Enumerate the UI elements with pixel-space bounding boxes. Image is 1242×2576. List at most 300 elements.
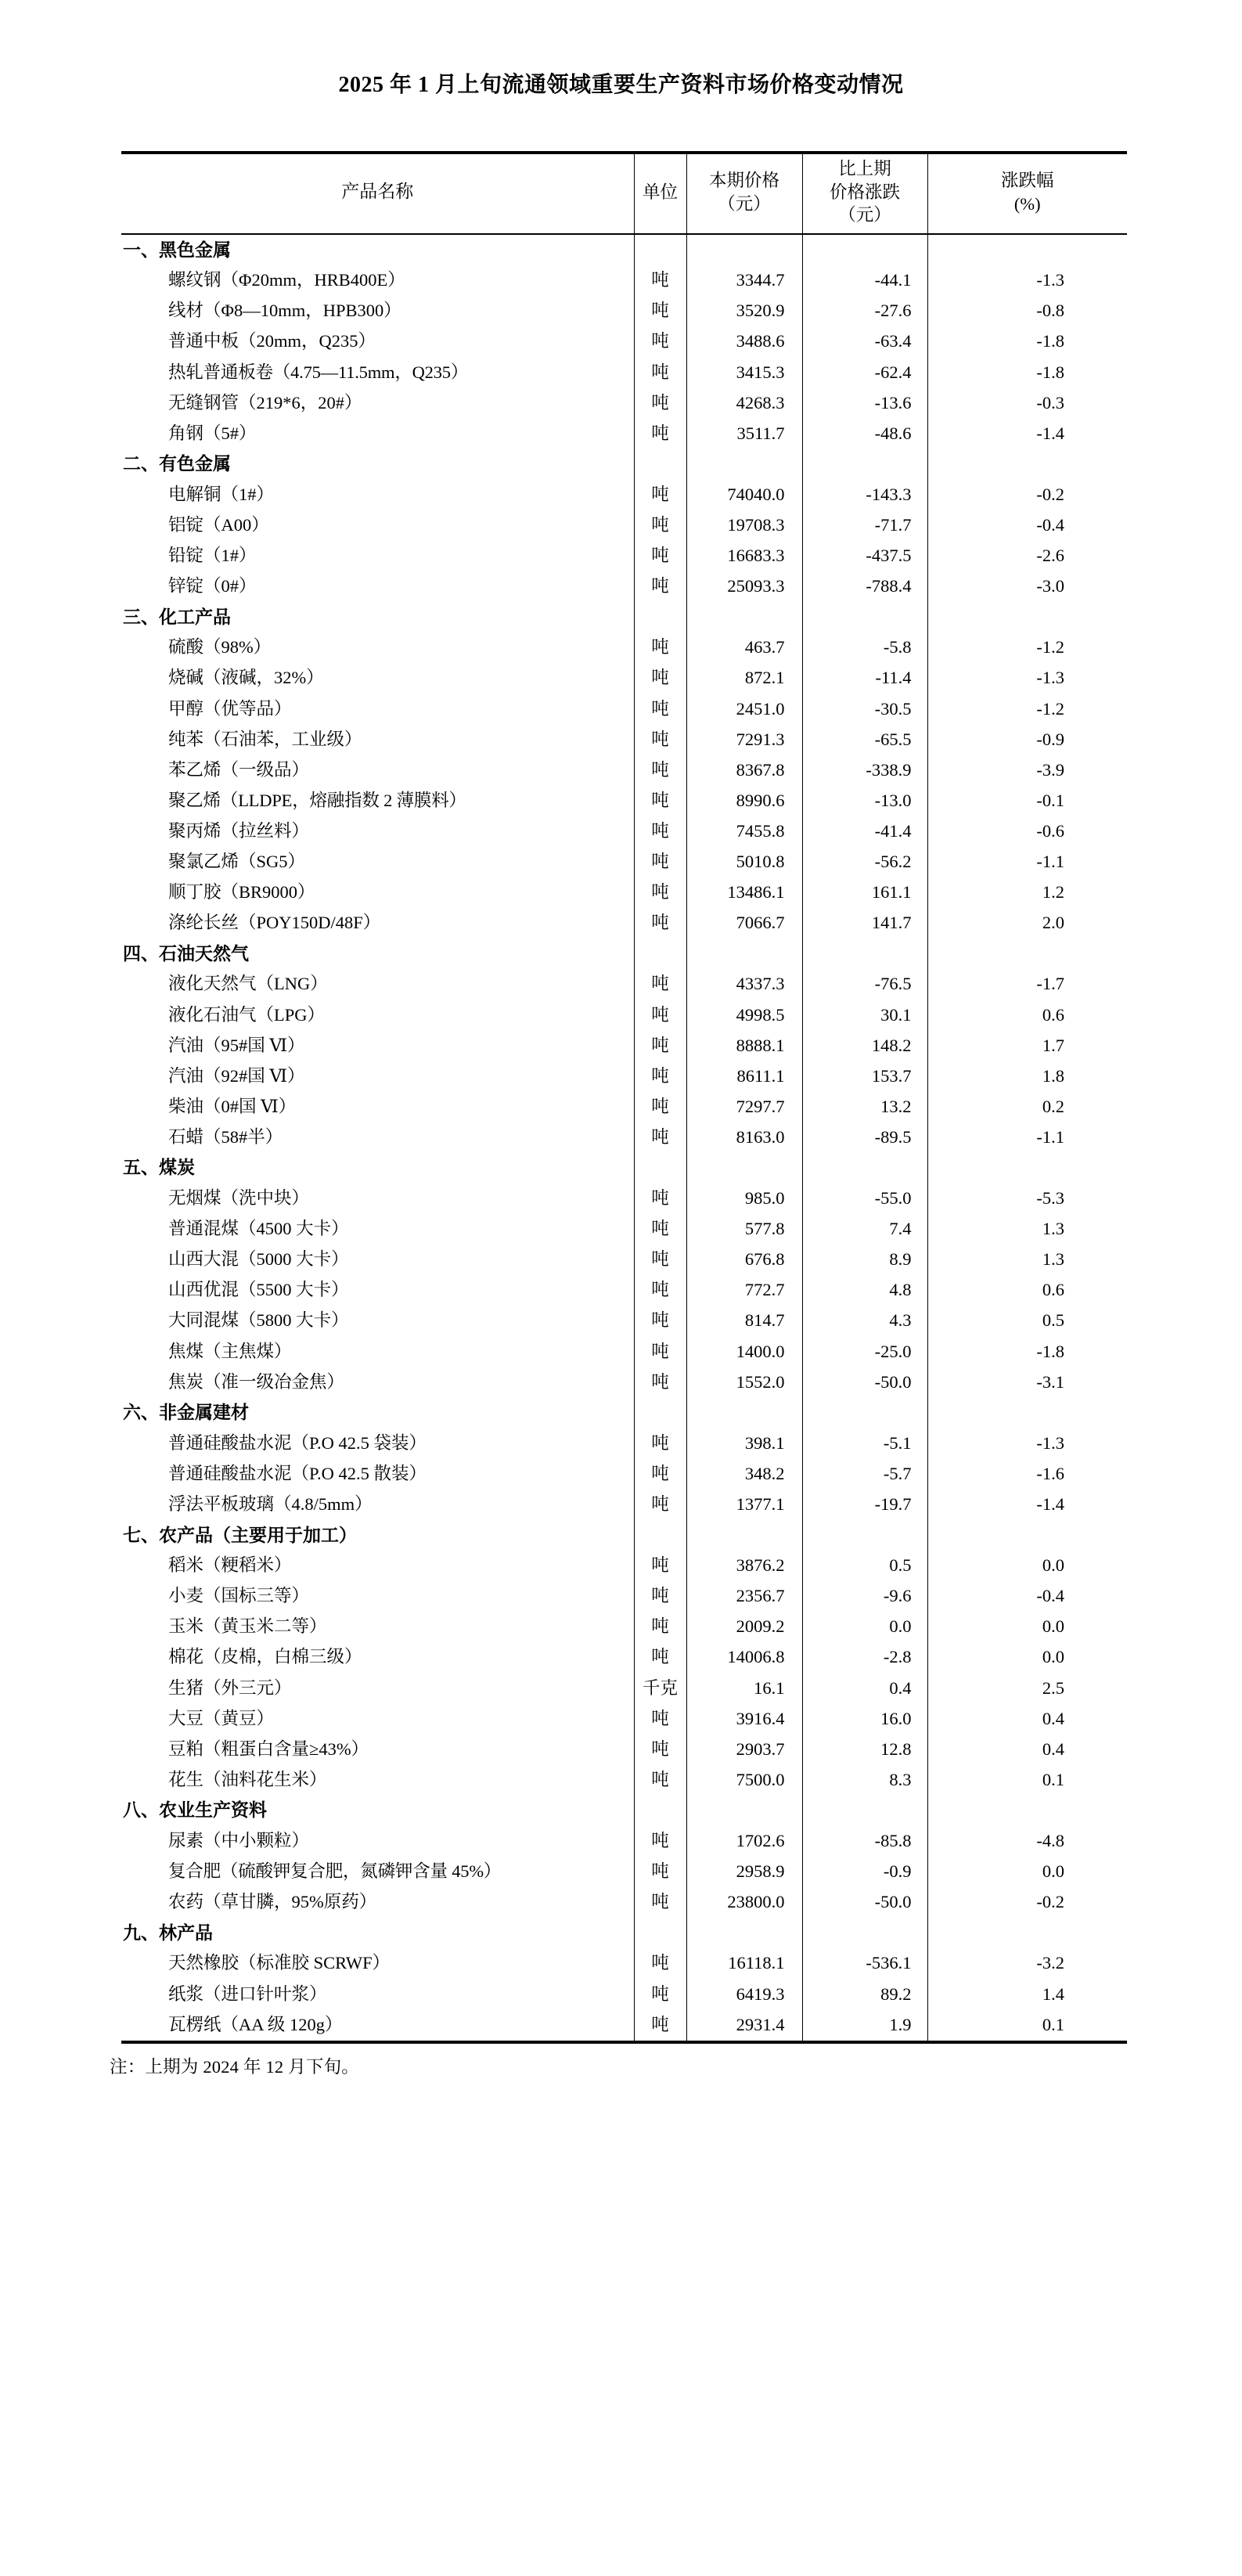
table-row xyxy=(121,387,1127,418)
current-price-cell: 8611.1 xyxy=(686,1061,802,1092)
product-name: 石蜡（58#半） xyxy=(168,1126,283,1147)
product-name: 花生（油料花生米） xyxy=(168,1769,327,1789)
unit-cell: 吨 xyxy=(634,725,686,755)
product-name-cell xyxy=(121,1612,634,1642)
table-row xyxy=(121,725,1127,755)
product-name: 无烟煤（洗中块） xyxy=(168,1188,310,1209)
product-name-cell xyxy=(121,663,634,694)
table-row xyxy=(121,1490,1127,1520)
pct-change-cell: -0.4 xyxy=(927,510,1127,541)
section-label-cell xyxy=(121,939,634,969)
section-empty-cell xyxy=(802,1520,927,1551)
price-change-cell: 13.2 xyxy=(802,1092,927,1122)
current-price-cell: 6419.3 xyxy=(686,1979,802,2009)
product-name-cell xyxy=(121,1306,634,1336)
current-price-cell: 2931.4 xyxy=(686,2009,802,2040)
table-row xyxy=(121,969,1127,1000)
unit-cell: 吨 xyxy=(634,1948,686,1979)
table-row xyxy=(121,908,1127,939)
column-header-unit-label: 单位 xyxy=(642,182,678,202)
table-body xyxy=(121,234,1127,2041)
unit-cell: 吨 xyxy=(634,908,686,939)
product-name: 线材（Φ8—10mm，HPB300） xyxy=(168,301,401,321)
price-change-cell: -437.5 xyxy=(802,541,927,571)
product-name: 汽油（95#国 Ⅵ） xyxy=(168,1035,305,1055)
price-table xyxy=(121,151,1127,2041)
price-change-cell: -5.1 xyxy=(802,1429,927,1459)
price-change-cell: -44.1 xyxy=(802,265,927,296)
product-name: 角钢（5#） xyxy=(168,423,257,443)
section-empty-cell xyxy=(802,939,927,969)
table-row xyxy=(121,1857,1127,1887)
section-empty-cell xyxy=(802,1398,927,1429)
pct-change-cell: 0.6 xyxy=(927,1275,1127,1306)
column-header-product-name-label: 产品名称 xyxy=(341,182,414,202)
section-empty-cell xyxy=(686,1520,802,1551)
pct-change-cell: -0.6 xyxy=(927,816,1127,847)
unit-cell: 吨 xyxy=(634,1429,686,1459)
table-row xyxy=(121,1367,1127,1397)
table-row xyxy=(121,1735,1127,1765)
section-empty-cell xyxy=(634,1153,686,1184)
current-price-cell: 4998.5 xyxy=(686,1000,802,1030)
product-name-cell xyxy=(121,357,634,387)
price-change-cell: -89.5 xyxy=(802,1122,927,1153)
product-name-cell xyxy=(121,1581,634,1612)
product-name: 尿素（中小颗粒） xyxy=(168,1831,310,1851)
pct-change-cell: -3.9 xyxy=(927,755,1127,786)
section-row xyxy=(121,1153,1127,1184)
table-row xyxy=(121,1275,1127,1306)
product-name: 豆粕（粗蛋白含量≥43%） xyxy=(168,1738,369,1759)
product-name-cell xyxy=(121,1704,634,1735)
price-change-cell: 148.2 xyxy=(802,1030,927,1061)
section-empty-cell xyxy=(634,449,686,480)
table-row xyxy=(121,1122,1127,1153)
product-name-cell xyxy=(121,2009,634,2040)
price-change-cell: -536.1 xyxy=(802,1948,927,1979)
section-empty-cell xyxy=(802,1796,927,1826)
unit-cell: 吨 xyxy=(634,1735,686,1765)
product-name: 无缝钢管（219*6，20#） xyxy=(168,392,362,413)
section-label-cell xyxy=(121,234,634,265)
price-change-cell: 153.7 xyxy=(802,1061,927,1092)
column-header-unit xyxy=(634,151,686,234)
price-change-cell: -63.4 xyxy=(802,326,927,357)
price-change-cell: -30.5 xyxy=(802,694,927,724)
pct-change-cell: -0.1 xyxy=(927,786,1127,816)
table-row xyxy=(121,632,1127,663)
column-header-current-price xyxy=(686,151,802,234)
unit-cell: 吨 xyxy=(634,1000,686,1030)
product-name-cell xyxy=(121,510,634,541)
product-name: 电解铜（1#） xyxy=(168,484,275,504)
product-name-cell xyxy=(121,265,634,296)
section-empty-cell xyxy=(802,602,927,632)
pct-change-cell: 0.4 xyxy=(927,1735,1127,1765)
price-change-cell: 4.3 xyxy=(802,1306,927,1336)
price-change-cell: 89.2 xyxy=(802,1979,927,2009)
product-name-cell xyxy=(121,419,634,449)
table-row xyxy=(121,1581,1127,1612)
table-row xyxy=(121,1642,1127,1673)
current-price-cell: 3511.7 xyxy=(686,419,802,449)
price-change-cell: -2.8 xyxy=(802,1642,927,1673)
unit-cell: 吨 xyxy=(634,1551,686,1581)
table-row xyxy=(121,877,1127,908)
section-row xyxy=(121,602,1127,632)
current-price-cell: 25093.3 xyxy=(686,571,802,602)
current-price-cell: 3520.9 xyxy=(686,296,802,326)
unit-cell: 吨 xyxy=(634,1612,686,1642)
column-header-pct-change xyxy=(927,151,1127,234)
product-name-cell xyxy=(121,1367,634,1397)
price-change-cell: -56.2 xyxy=(802,847,927,877)
unit-cell: 吨 xyxy=(634,1030,686,1061)
table-row xyxy=(121,357,1127,387)
pct-change-cell: -4.8 xyxy=(927,1826,1127,1857)
product-name: 山西大混（5000 大卡） xyxy=(168,1249,349,1270)
price-change-cell: 7.4 xyxy=(802,1214,927,1245)
table-row xyxy=(121,694,1127,724)
product-name: 浮法平板玻璃（4.8/5mm） xyxy=(168,1494,373,1515)
table-row xyxy=(121,1673,1127,1703)
section-empty-cell xyxy=(802,1153,927,1184)
product-name: 聚乙烯（LLDPE，熔融指数 2 薄膜料） xyxy=(168,790,466,810)
current-price-cell: 7066.7 xyxy=(686,908,802,939)
table-row xyxy=(121,1306,1127,1336)
pct-change-cell: 2.5 xyxy=(927,1673,1127,1703)
pct-change-cell: 0.4 xyxy=(927,1704,1127,1735)
pct-change-cell: -1.1 xyxy=(927,847,1127,877)
section-label-cell xyxy=(121,1398,634,1429)
section-empty-cell xyxy=(927,1796,1127,1826)
product-name-cell xyxy=(121,1642,634,1673)
unit-cell: 吨 xyxy=(634,510,686,541)
product-name-cell xyxy=(121,969,634,1000)
table-row xyxy=(121,1612,1127,1642)
section-empty-cell xyxy=(927,602,1127,632)
table-row xyxy=(121,663,1127,694)
section-empty-cell xyxy=(686,1398,802,1429)
product-name-cell xyxy=(121,1887,634,1918)
pct-change-cell: 0.0 xyxy=(927,1857,1127,1887)
section-empty-cell xyxy=(927,1520,1127,1551)
product-name-cell xyxy=(121,326,634,357)
section-label: 一、黑色金属 xyxy=(123,240,231,260)
product-name: 顺丁胶（BR9000） xyxy=(168,882,315,903)
price-change-cell: -50.0 xyxy=(802,1367,927,1397)
table-row xyxy=(121,1030,1127,1061)
table-row xyxy=(121,847,1127,877)
product-name-cell xyxy=(121,1948,634,1979)
current-price-cell: 4337.3 xyxy=(686,969,802,1000)
unit-cell: 吨 xyxy=(634,1122,686,1153)
section-label: 九、林产品 xyxy=(123,1922,213,1943)
unit-cell: 吨 xyxy=(634,296,686,326)
price-change-cell: -62.4 xyxy=(802,357,927,387)
table-row xyxy=(121,1765,1127,1796)
section-empty-cell xyxy=(634,1398,686,1429)
product-name: 螺纹钢（Φ20mm，HRB400E） xyxy=(168,270,405,290)
price-change-cell: 0.0 xyxy=(802,1612,927,1642)
price-change-cell: -65.5 xyxy=(802,725,927,755)
table-row xyxy=(121,1061,1127,1092)
section-label-cell xyxy=(121,1796,634,1826)
price-change-cell: -13.0 xyxy=(802,786,927,816)
product-name: 小麦（国标三等） xyxy=(168,1586,310,1606)
pct-change-cell: 0.6 xyxy=(927,1000,1127,1030)
pct-change-cell: -1.4 xyxy=(927,1490,1127,1520)
unit-cell: 吨 xyxy=(634,1092,686,1122)
product-name: 聚氯乙烯（SG5） xyxy=(168,852,306,872)
section-empty-cell xyxy=(927,1398,1127,1429)
unit-cell: 吨 xyxy=(634,1061,686,1092)
price-change-cell: -48.6 xyxy=(802,419,927,449)
product-name-cell xyxy=(121,1214,634,1245)
table-row xyxy=(121,1979,1127,2009)
pct-change-cell: -0.2 xyxy=(927,1887,1127,1918)
unit-cell: 吨 xyxy=(634,1214,686,1245)
unit-cell: 吨 xyxy=(634,1306,686,1336)
section-empty-cell xyxy=(802,1918,927,1948)
column-header-price-change-line3: （元） xyxy=(838,205,891,225)
price-change-cell: 8.3 xyxy=(802,1765,927,1796)
column-header-pct-change-line2: (%) xyxy=(1013,193,1041,214)
current-price-cell: 985.0 xyxy=(686,1184,802,1214)
current-price-cell: 16.1 xyxy=(686,1673,802,1703)
table-row xyxy=(121,480,1127,510)
product-name: 液化天然气（LNG） xyxy=(168,974,328,994)
product-name: 天然橡胶（标准胶 SCRWF） xyxy=(168,1953,391,1973)
column-header-product-name xyxy=(121,151,634,234)
section-row xyxy=(121,234,1127,265)
current-price-cell: 8163.0 xyxy=(686,1122,802,1153)
table-row xyxy=(121,755,1127,786)
column-header-price-change xyxy=(802,151,927,234)
current-price-cell: 3344.7 xyxy=(686,265,802,296)
section-empty-cell xyxy=(927,1153,1127,1184)
price-change-cell: 1.9 xyxy=(802,2009,927,2040)
price-change-cell: -25.0 xyxy=(802,1336,927,1367)
price-change-cell: -11.4 xyxy=(802,663,927,694)
current-price-cell: 3488.6 xyxy=(686,326,802,357)
current-price-cell: 23800.0 xyxy=(686,1887,802,1918)
unit-cell: 吨 xyxy=(634,755,686,786)
section-label-cell xyxy=(121,449,634,480)
product-name: 纯苯（石油苯，工业级） xyxy=(168,729,362,749)
table-row xyxy=(121,541,1127,571)
pct-change-cell: 1.2 xyxy=(927,877,1127,908)
pct-change-cell: -3.2 xyxy=(927,1948,1127,1979)
table-row xyxy=(121,1184,1127,1214)
table-row xyxy=(121,1336,1127,1367)
pct-change-cell: 0.5 xyxy=(927,1306,1127,1336)
unit-cell: 吨 xyxy=(634,1184,686,1214)
product-name: 大同混煤（5800 大卡） xyxy=(168,1310,349,1331)
section-empty-cell xyxy=(927,234,1127,265)
price-change-cell: -41.4 xyxy=(802,816,927,847)
product-name-cell xyxy=(121,755,634,786)
pct-change-cell: 0.0 xyxy=(927,1551,1127,1581)
section-empty-cell xyxy=(686,602,802,632)
current-price-cell: 463.7 xyxy=(686,632,802,663)
product-name: 锌锭（0#） xyxy=(168,576,257,596)
pct-change-cell: -0.3 xyxy=(927,387,1127,418)
current-price-cell: 2009.2 xyxy=(686,1612,802,1642)
current-price-cell: 3876.2 xyxy=(686,1551,802,1581)
section-row xyxy=(121,1398,1127,1429)
price-change-cell: -5.7 xyxy=(802,1459,927,1490)
table-row xyxy=(121,1092,1127,1122)
product-name: 稻米（粳稻米） xyxy=(168,1555,292,1576)
product-name-cell xyxy=(121,877,634,908)
pct-change-cell: 1.4 xyxy=(927,1979,1127,2009)
product-name-cell xyxy=(121,1826,634,1857)
price-change-cell: -5.8 xyxy=(802,632,927,663)
price-change-cell: -9.6 xyxy=(802,1581,927,1612)
table-row xyxy=(121,296,1127,326)
product-name-cell xyxy=(121,1429,634,1459)
current-price-cell: 13486.1 xyxy=(686,877,802,908)
column-header-price-change-line2: 价格涨跌 xyxy=(829,182,900,202)
price-change-cell: 4.8 xyxy=(802,1275,927,1306)
table-footnote: 注：上期为 2024 年 12 月下旬。 xyxy=(110,2056,360,2077)
table-row xyxy=(121,1887,1127,1918)
column-header-pct-change-line1: 涨跌幅 xyxy=(1000,170,1054,190)
current-price-cell: 1377.1 xyxy=(686,1490,802,1520)
price-change-cell: 12.8 xyxy=(802,1735,927,1765)
table-header xyxy=(121,151,1127,234)
table-row xyxy=(121,1551,1127,1581)
unit-cell: 吨 xyxy=(634,1367,686,1397)
price-change-cell: 0.4 xyxy=(802,1673,927,1703)
column-header-price-change-line1: 比上期 xyxy=(838,158,891,178)
current-price-cell: 19708.3 xyxy=(686,510,802,541)
unit-cell: 吨 xyxy=(634,571,686,602)
current-price-cell: 8990.6 xyxy=(686,786,802,816)
pct-change-cell: 1.3 xyxy=(927,1214,1127,1245)
product-name-cell xyxy=(121,480,634,510)
current-price-cell: 2356.7 xyxy=(686,1581,802,1612)
product-name-cell xyxy=(121,1275,634,1306)
section-empty-cell xyxy=(634,939,686,969)
page-title: 2025 年 1 月上旬流通领域重要生产资料市场价格变动情况 xyxy=(338,73,904,97)
table-row xyxy=(121,2009,1127,2040)
section-empty-cell xyxy=(686,1918,802,1948)
unit-cell: 吨 xyxy=(634,265,686,296)
product-name-cell xyxy=(121,1092,634,1122)
unit-cell: 吨 xyxy=(634,541,686,571)
section-empty-cell xyxy=(927,939,1127,969)
section-empty-cell xyxy=(686,449,802,480)
pct-change-cell: -5.3 xyxy=(927,1184,1127,1214)
current-price-cell: 14006.8 xyxy=(686,1642,802,1673)
section-empty-cell xyxy=(634,234,686,265)
unit-cell: 吨 xyxy=(634,480,686,510)
price-change-cell: 16.0 xyxy=(802,1704,927,1735)
product-name: 普通中板（20mm，Q235） xyxy=(168,331,376,351)
pct-change-cell: 0.1 xyxy=(927,2009,1127,2040)
current-price-cell: 1400.0 xyxy=(686,1336,802,1367)
current-price-cell: 8888.1 xyxy=(686,1030,802,1061)
product-name: 生猪（外三元） xyxy=(168,1677,292,1698)
price-change-cell: -71.7 xyxy=(802,510,927,541)
section-empty-cell xyxy=(634,1918,686,1948)
unit-cell: 吨 xyxy=(634,1459,686,1490)
pct-change-cell: 0.0 xyxy=(927,1642,1127,1673)
product-name: 玉米（黄玉米二等） xyxy=(168,1616,327,1637)
product-name-cell xyxy=(121,1490,634,1520)
table-row xyxy=(121,1245,1127,1275)
product-name-cell xyxy=(121,632,634,663)
current-price-cell: 348.2 xyxy=(686,1459,802,1490)
section-label: 五、煤炭 xyxy=(123,1158,195,1178)
product-name-cell xyxy=(121,1184,634,1214)
price-change-cell: -50.0 xyxy=(802,1887,927,1918)
pct-change-cell: 0.0 xyxy=(927,1612,1127,1642)
product-name: 硫酸（98%） xyxy=(168,637,272,658)
product-name: 汽油（92#国 Ⅵ） xyxy=(168,1065,305,1086)
section-label: 二、有色金属 xyxy=(123,454,231,474)
table-row xyxy=(121,571,1127,602)
product-name-cell xyxy=(121,1000,634,1030)
unit-cell: 吨 xyxy=(634,1826,686,1857)
current-price-cell: 676.8 xyxy=(686,1245,802,1275)
current-price-cell: 16683.3 xyxy=(686,541,802,571)
pct-change-cell: -1.6 xyxy=(927,1459,1127,1490)
section-label-cell xyxy=(121,1918,634,1948)
product-name-cell xyxy=(121,1061,634,1092)
section-label-cell xyxy=(121,602,634,632)
product-name: 复合肥（硫酸钾复合肥，氮磷钾含量 45%） xyxy=(168,1861,502,1882)
section-label: 四、石油天然气 xyxy=(123,943,249,964)
product-name: 棉花（皮棉，白棉三级） xyxy=(168,1647,362,1667)
product-name-cell xyxy=(121,1857,634,1887)
pct-change-cell: -1.8 xyxy=(927,357,1127,387)
current-price-cell: 7297.7 xyxy=(686,1092,802,1122)
pct-change-cell: -1.3 xyxy=(927,265,1127,296)
product-name-cell xyxy=(121,908,634,939)
table-row xyxy=(121,265,1127,296)
price-table-container xyxy=(121,151,1127,2041)
current-price-cell: 814.7 xyxy=(686,1306,802,1336)
current-price-cell: 2903.7 xyxy=(686,1735,802,1765)
unit-cell: 吨 xyxy=(634,1275,686,1306)
section-label-cell xyxy=(121,1153,634,1184)
price-change-cell: -55.0 xyxy=(802,1184,927,1214)
section-label: 八、农业生产资料 xyxy=(123,1800,267,1821)
unit-cell: 吨 xyxy=(634,1642,686,1673)
product-name: 烧碱（液碱，32%） xyxy=(168,668,324,688)
unit-cell: 吨 xyxy=(634,419,686,449)
product-name: 普通混煤（4500 大卡） xyxy=(168,1219,349,1239)
unit-cell: 千克 xyxy=(634,1673,686,1703)
table-row xyxy=(121,1000,1127,1030)
product-name-cell xyxy=(121,694,634,724)
section-empty-cell xyxy=(927,449,1127,480)
unit-cell: 吨 xyxy=(634,1979,686,2009)
current-price-cell: 16118.1 xyxy=(686,1948,802,1979)
pct-change-cell: -1.4 xyxy=(927,419,1127,449)
product-name-cell xyxy=(121,387,634,418)
section-row xyxy=(121,1520,1127,1551)
unit-cell: 吨 xyxy=(634,969,686,1000)
price-change-cell: 161.1 xyxy=(802,877,927,908)
unit-cell: 吨 xyxy=(634,1245,686,1275)
product-name-cell xyxy=(121,1979,634,2009)
price-change-cell: -27.6 xyxy=(802,296,927,326)
